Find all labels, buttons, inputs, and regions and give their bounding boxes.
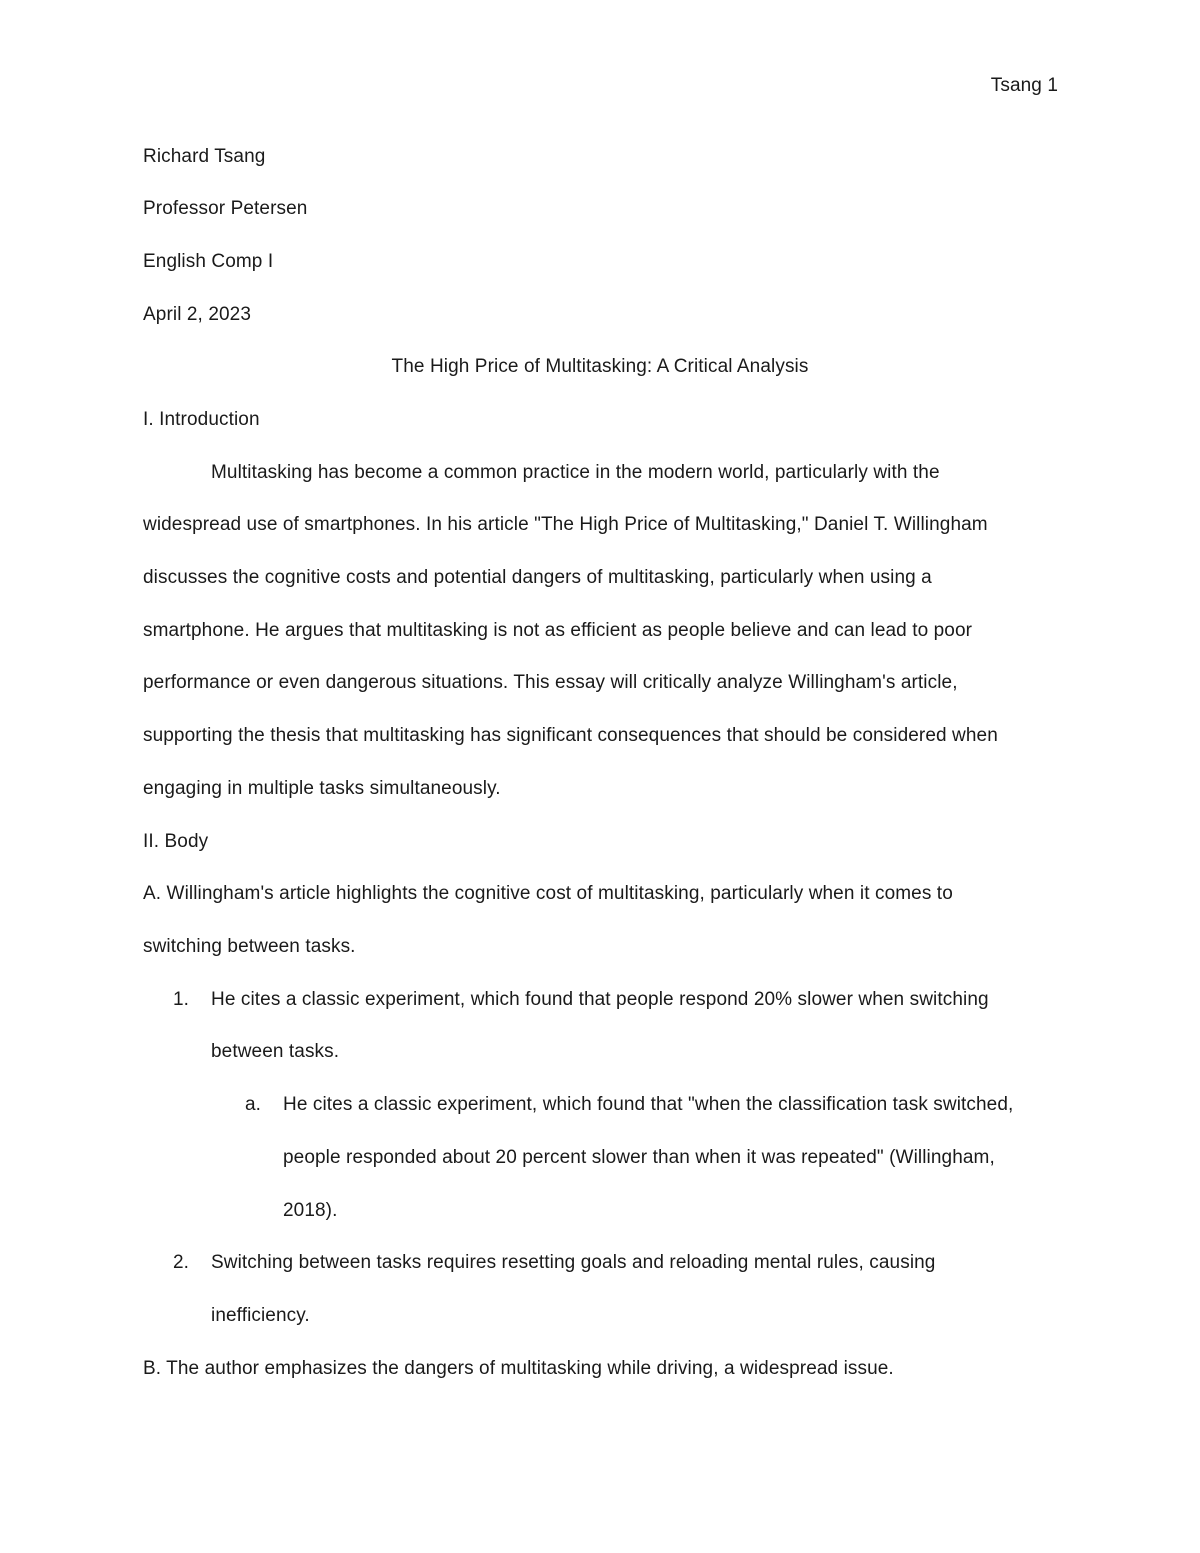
list-number-1: 1. (173, 989, 189, 1010)
section-heading-body: II. Body (143, 831, 209, 852)
intro-line-2: widespread use of smartphones. In his article "The High Price of Multitasking," Daniel T. Willingham (143, 514, 988, 535)
item-1-line-2: between tasks. (211, 1041, 340, 1062)
course-name: English Comp I (143, 251, 274, 272)
list-number-2: 2. (173, 1252, 189, 1273)
item-1-line-1: He cites a classic experiment, which found that people respond 20% slower when switching (211, 989, 989, 1010)
sub-a-line-1: He cites a classic experiment, which found that "when the classification task switched, (283, 1094, 1014, 1115)
point-b-line-1: B. The author emphasizes the dangers of multitasking while driving, a widespread issue. (143, 1358, 894, 1379)
essay-title: The High Price of Multitasking: A Critical Analysis (391, 356, 809, 377)
running-head: Tsang 1 (990, 75, 1058, 96)
student-name: Richard Tsang (143, 146, 266, 167)
intro-line-6: supporting the thesis that multitasking has significant consequences that should be considered when (143, 725, 998, 746)
document-date: April 2, 2023 (143, 304, 251, 325)
intro-line-7: engaging in multiple tasks simultaneously. (143, 778, 501, 799)
intro-line-1: Multitasking has become a common practice in the modern world, particularly with the (211, 462, 940, 483)
intro-line-5: performance or even dangerous situations. This essay will critically analyze Willingham's article, (143, 672, 958, 693)
professor-name: Professor Petersen (143, 198, 308, 219)
list-letter-a: a. (245, 1094, 261, 1115)
item-2-line-2: inefficiency. (211, 1305, 310, 1326)
section-heading-introduction: I. Introduction (143, 409, 260, 430)
item-2-line-1: Switching between tasks requires resetting goals and reloading mental rules, causing (211, 1252, 936, 1273)
intro-line-4: smartphone. He argues that multitasking is not as efficient as people believe and can lead to poor (143, 620, 973, 641)
point-a-line-1: A. Willingham's article highlights the cognitive cost of multitasking, particularly when it comes to (143, 883, 953, 904)
sub-a-line-3: 2018). (283, 1200, 338, 1221)
point-a-line-2: switching between tasks. (143, 936, 356, 957)
intro-line-3: discusses the cognitive costs and potential dangers of multitasking, particularly when using a (143, 567, 932, 588)
sub-a-line-2: people responded about 20 percent slower than when it was repeated" (Willingham, (283, 1147, 995, 1168)
